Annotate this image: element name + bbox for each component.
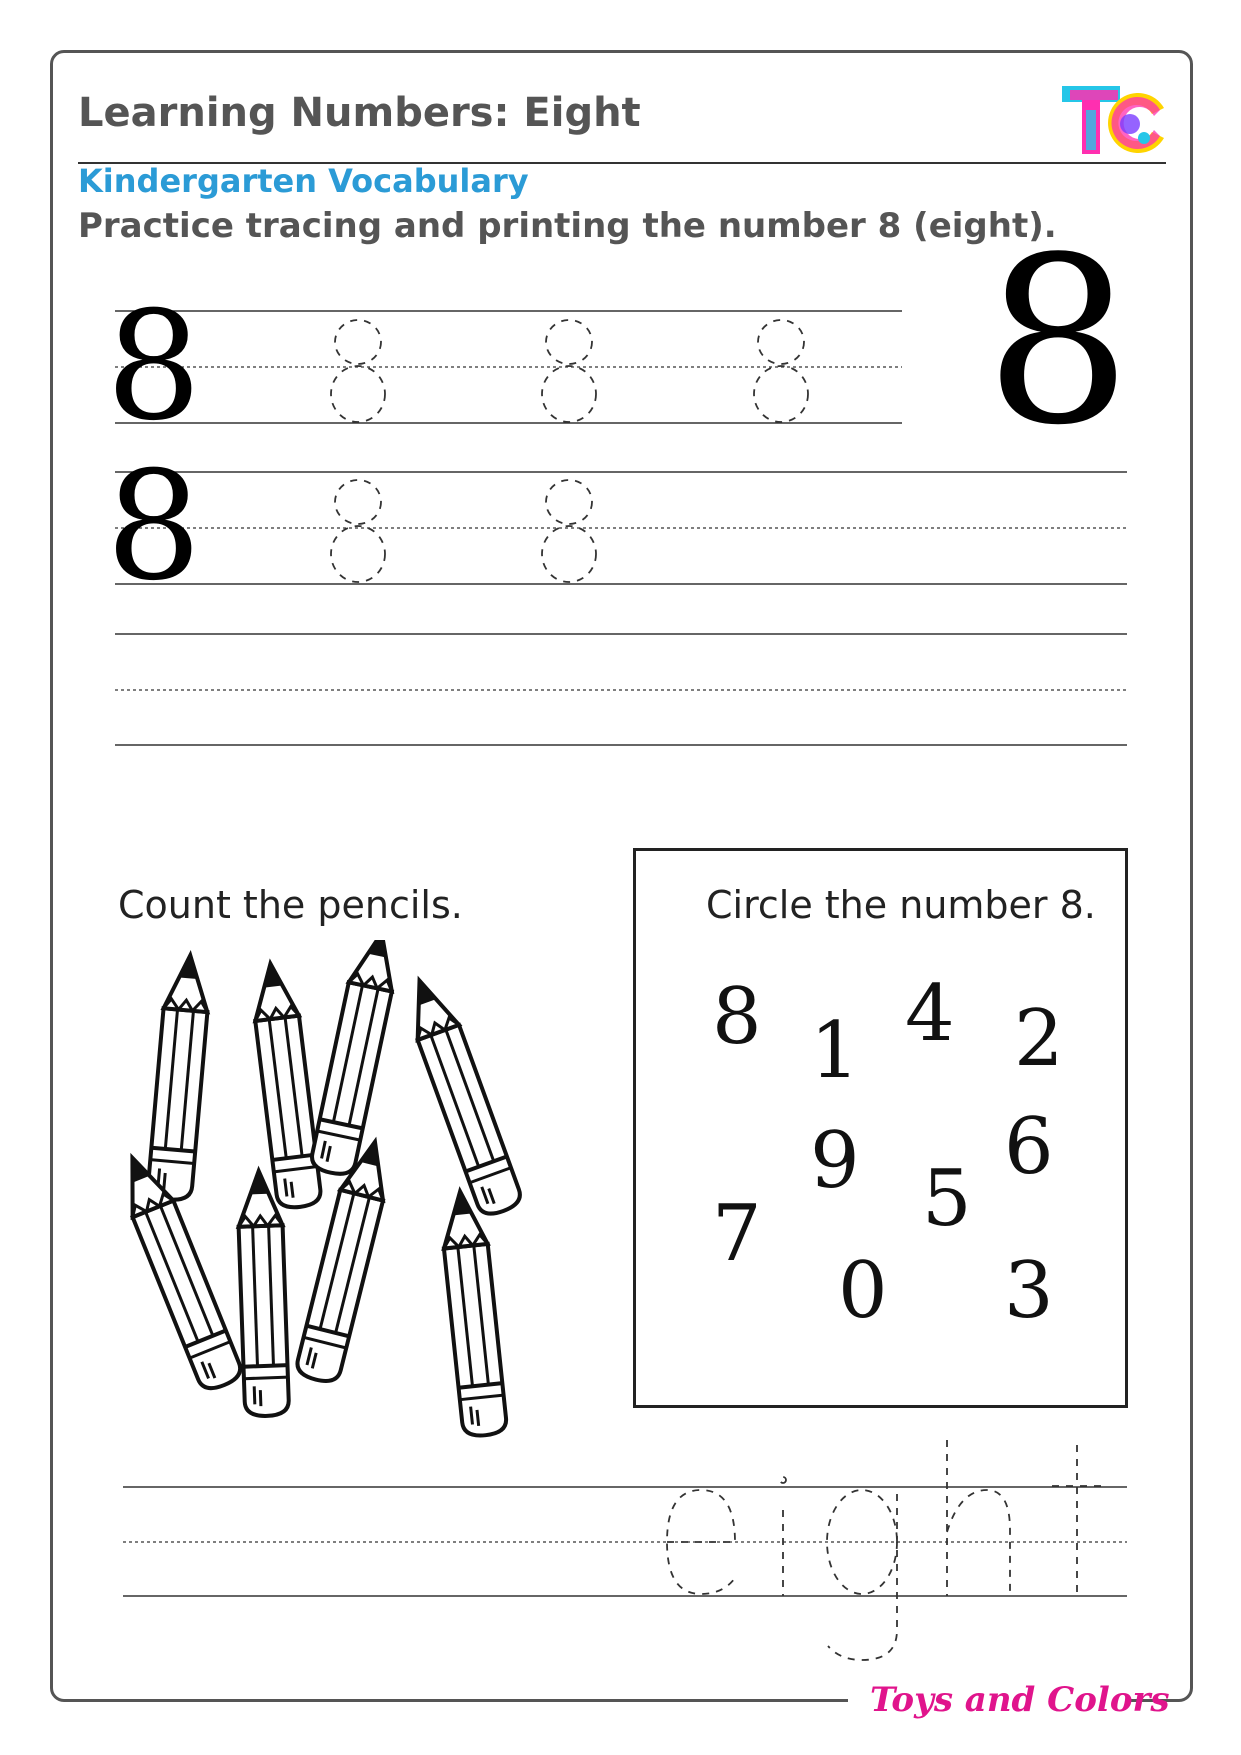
number-choice[interactable]: 2 bbox=[1014, 994, 1064, 1084]
number-choice[interactable]: 1 bbox=[810, 1006, 860, 1096]
number-choice[interactable]: 4 bbox=[905, 969, 955, 1059]
number-choice[interactable]: 9 bbox=[810, 1116, 860, 1206]
circle-number-label: Circle the number 8. bbox=[706, 883, 1096, 927]
model-digit-row-1: 8 bbox=[106, 280, 202, 454]
large-example-digit: 8 bbox=[985, 209, 1132, 476]
number-choice[interactable]: 8 bbox=[712, 972, 762, 1062]
footer-brand-logo: Toys and Colors bbox=[870, 1680, 1170, 1720]
number-choice[interactable]: 6 bbox=[1004, 1102, 1054, 1192]
number-choice[interactable]: 3 bbox=[1004, 1246, 1054, 1336]
number-choice[interactable]: 5 bbox=[922, 1154, 972, 1244]
count-pencils-label: Count the pencils. bbox=[118, 883, 463, 927]
instruction-text: Practice tracing and printing the number 8 (eight). bbox=[78, 206, 1057, 246]
model-digit-row-2: 8 bbox=[106, 440, 202, 614]
page-subtitle: Kindergarten Vocabulary bbox=[78, 162, 529, 200]
number-choice[interactable]: 7 bbox=[712, 1189, 762, 1279]
number-choice[interactable]: 0 bbox=[838, 1246, 888, 1336]
page-title: Learning Numbers: Eight bbox=[78, 90, 641, 136]
